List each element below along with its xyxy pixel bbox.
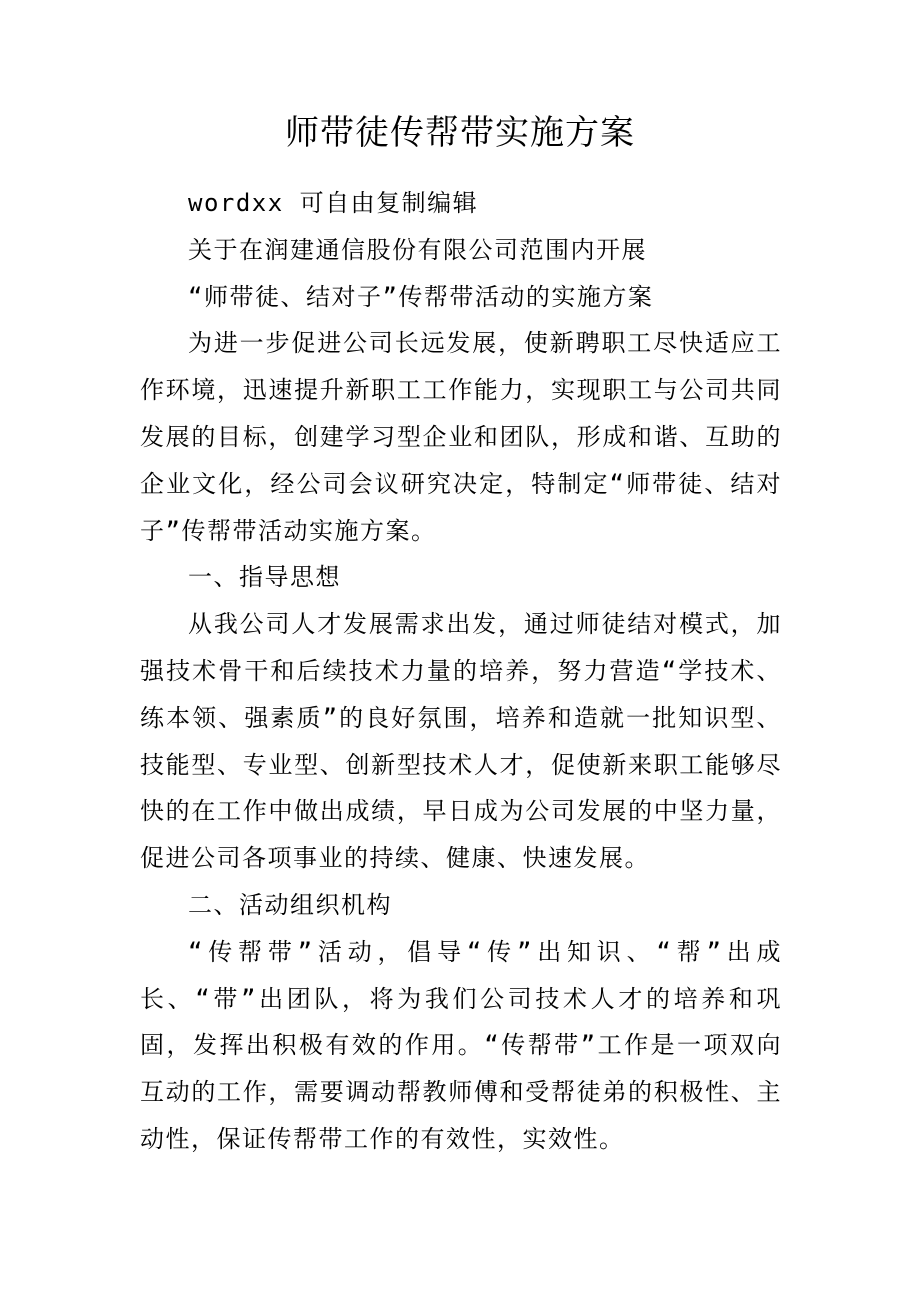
section-heading-guiding-ideology: 一、指导思想 — [188, 563, 341, 592]
editable-note: wordxx 可自由复制编辑 — [188, 189, 479, 217]
intro-paragraph: 为进一步促进公司长远发展，使新聘职工尽快适应工作环境，迅速提升新职工工作能力，实现职工与公司共同发展的目标，创建学习型企业和团队，形成和谐、互助的企业文化，经公司会议研究决定，特制定“师带徒、结对子”传帮带活动实施方案。 — [140, 329, 782, 545]
subtitle-line-2: “师带徒、结对子”传帮带活动的实施方案 — [188, 282, 654, 311]
organization-paragraph: “传帮带”活动，倡导“传”出知识、“帮”出成长、“带”出团队，将为我们公司技术人才的培养和巩固，发挥出积极有效的作用。“传帮带”工作是一项双向互动的工作，需要调动帮教师傅和受帮徒弟的积极性、主动性，保证传帮带工作的有效性，实效性。 — [140, 937, 782, 1153]
document-title: 师带徒传帮带实施方案 — [285, 113, 635, 153]
document-body — [140, 180, 782, 1163]
section-heading-organization: 二、活动组织机构 — [188, 890, 392, 919]
guiding-ideology-paragraph: 从我公司人才发展需求出发，通过师徒结对模式，加强技术骨干和后续技术力量的培养，努力营造“学技术、练本领、强素质”的良好氛围，培养和造就一批知识型、技能型、专业型、创新型技术人才，促使新来职工能够尽快的在工作中做出成绩，早日成为公司发展的中坚力量，促进公司各项事业的持续、健康、快速发展。 — [140, 610, 782, 873]
subtitle-line-1: 关于在润建通信股份有限公司范围内开展 — [188, 235, 647, 264]
